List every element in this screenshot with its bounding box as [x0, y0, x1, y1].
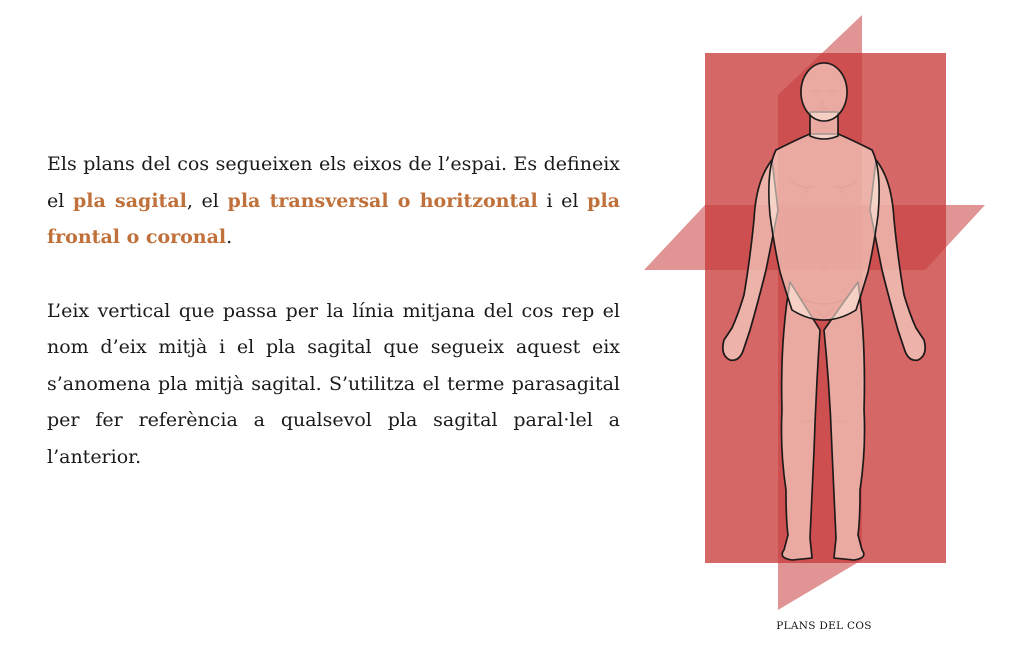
paragraph-planes-intro: Els plans del cos segueixen els eixos de l’espai. Es defineix el — [47, 153, 620, 212]
term-transverse-plane: pla transversal o horitzontal — [227, 189, 538, 212]
paragraph-planes-sep1: , el — [186, 189, 228, 212]
body-planes-illustration — [640, 10, 1000, 610]
paragraph-planes — [47, 146, 620, 256]
body-text — [47, 146, 620, 475]
term-sagittal-plane: pla sagital — [72, 189, 187, 212]
figure-caption: PLANS DEL COS — [776, 620, 872, 632]
paragraph-planes-sep2: i el — [537, 189, 588, 212]
term-frontal-plane: pla frontal o coronal — [47, 189, 620, 248]
paragraph-planes-end: . — [226, 226, 233, 248]
body-planes-figure — [640, 10, 1000, 610]
paragraph-median-axis: L’eix vertical que passa per la línia mitjana del cos rep el nom d’eix mitjà i el pla sagital que segueix aquest eix s’anomena pla mitjà sagital. S’utilitza el terme parasagital per fer referència a qualsevol pla sagital paral·lel a l’anterior. — [47, 299, 620, 468]
